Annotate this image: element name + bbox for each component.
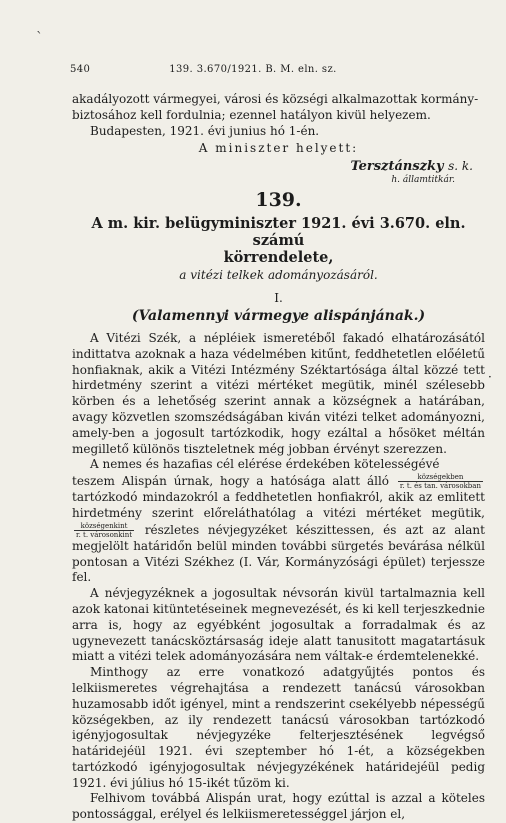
page-number: 540 — [70, 64, 91, 75]
signer-title: h. államtitkár. — [391, 174, 455, 185]
paragraph-2-line-1: A nemes és hazafias cél elérése érdekében kötelességévé — [90, 457, 440, 472]
document-body — [72, 92, 485, 823]
corner-mark: ` — [36, 30, 43, 46]
inline-note-1-top: községekben — [398, 473, 483, 482]
paragraph-5: Felhivom továbbá Alispán urat, hogy ezúttal is azzal a köteles pontossággal, erélyel és lelkiismeretességgel járjon el, — [72, 791, 485, 822]
section-number: I. — [274, 291, 283, 306]
paragraph-1: A Vitézi Szék, a népléiek ismeretéből fakadó elhatározásától indittatva azoknak a haza védelmében kitűnt, feddhetetlen előéletű honfiaknak, akik a Vitézi Intézmény Széktartósága által közzé tett hirdetmény szerint a vitézi mértéket megütik, minél szélesebb körben és a lehetőség szerint annak a községnek a határában, avagy közvetlen szomszédságában kiván vitézi telket adományozni, amely-ben a jogosult tartózkodik, hogy ezáltal a hősöket méltán megillető különös tiszteletnek még jobban érvényt szerezzen. — [72, 330, 485, 456]
decree-title-line-2: körrendelete, — [223, 248, 334, 266]
inline-note-1-bottom: r. t. és tan. városokban — [399, 482, 481, 491]
paragraph-2-part-b: tartózkodó mindazokról a feddhetetlen honfiakról, akik az emlitett hirdetmény szerint előreláthatólag a vitézi mértéket megütik, — [72, 490, 485, 520]
place-date: Budapesten, 1921. évi junius hó 1-én. — [90, 123, 320, 138]
inline-note-2-top: községenkint — [74, 522, 134, 531]
intro-line-1: akadályozott vármegyei, városi és községi alkalmazottak kormány- — [72, 92, 479, 106]
decree-title-line-1: A m. kir. belügyminiszter 1921. évi 3.670. eln. számú — [91, 214, 466, 249]
running-reference: 139. 3.670/1921. B. M. eln. sz. — [169, 64, 337, 75]
paragraph-2-part-a: teszem Alispán úrnak, hogy a hatósága alatt álló — [72, 474, 389, 489]
decree-number: 139. — [255, 188, 302, 211]
decree-subtitle: a vitézi telkek adományozásáról. — [179, 267, 378, 282]
signer-initials: s. k. — [448, 159, 473, 174]
paragraph-2 — [72, 473, 485, 586]
paragraph-3: A névjegyzéknek a jogosultak névsorán kivül tartalmaznia kell azok katonai kitüntetéseinek megnevezését, és ki kell terjeszkednie arra is, hogy az egyébként jogosultak a forradalmak és az ugynevezett tanácsköztársaság ideje alatt tanusitott magatartásuk miatt a vitézi telek adományozására nem váltak-e érdemtelenekké. — [72, 586, 485, 664]
inline-note-1 — [398, 473, 483, 490]
margin-tick: · — [488, 370, 492, 384]
paragraph-4: Minthogy az erre vonatkozó adatgyűjtés pontos és lelkiismeretes végrehajtása a rendezett tanácsú városokban huzamosabb időt igényel, mint a rendszerint csekélyebb népességű községekben, az ily rendezett tanácsú városokban tartózkodó igényjogosultak névjegyzéke felterjesztésének legvégső határidejéül 1921. évi szeptember hó 1-ét, a községekben tartózkodó igényjogosultak névjegyzékének határidejéül pedig 1921. évi július hó 15-ikét tűzöm ki. — [72, 665, 485, 790]
intro-line-2: biztosához kell fordulnia; ezennel hatályon kivül helyezem. — [72, 107, 431, 122]
signer-name: Tersztánszky — [350, 159, 444, 175]
running-header — [70, 64, 436, 80]
signature-line: A miniszter helyett: — [198, 141, 359, 156]
inline-note-2 — [74, 522, 134, 539]
addressee: (Valamennyi vármegye alispánjának.) — [131, 308, 426, 325]
paragraph-2-part-c: részletes névjegyzéket készittessen, és azt az alant megjelölt határidőn belül minden további sürgetés bevárása nélkül pontosan a Vitézi Székhez (I. Vár, Kormányzósági épület) terjessze fel. — [72, 522, 485, 585]
inline-note-2-bottom: r. t. városonkint — [76, 530, 133, 539]
